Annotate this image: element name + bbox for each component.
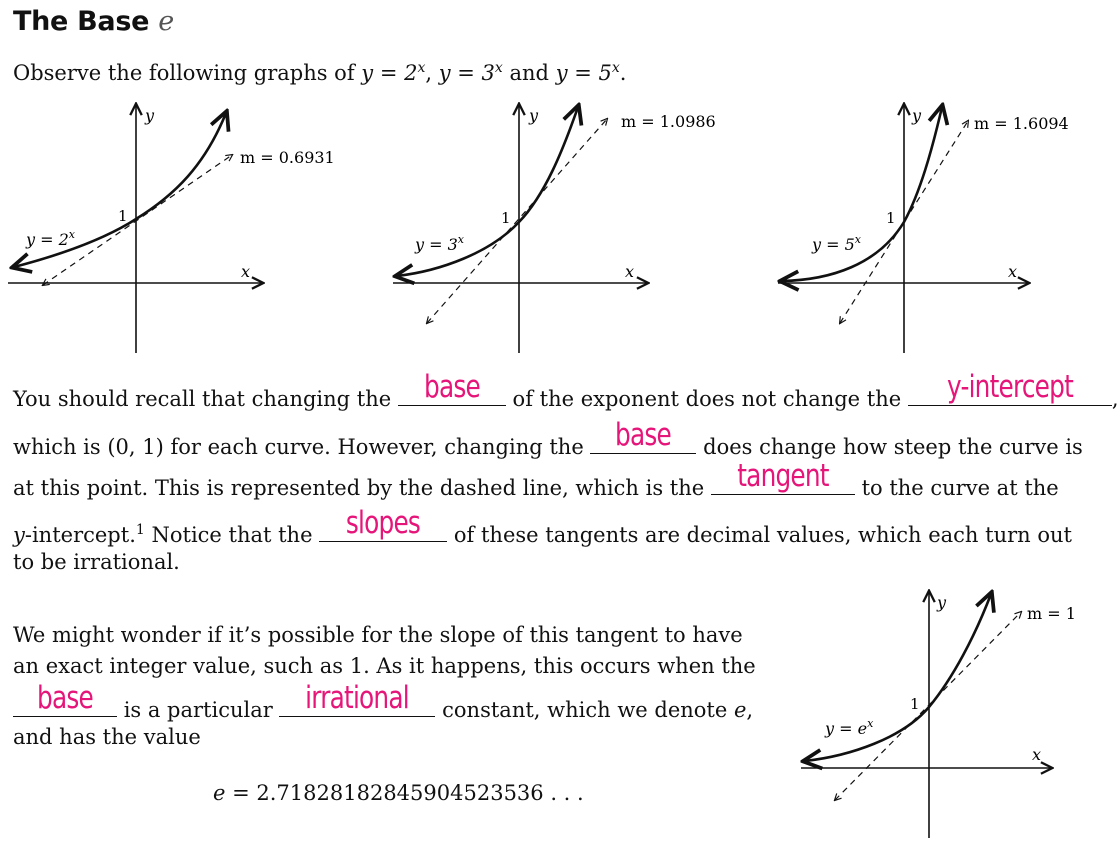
para1-line3: at this point. This is represented by the dashed line, which is the tangent to the curve at the — [13, 458, 1059, 500]
x-axis-label: x — [1008, 262, 1018, 281]
graph-3x — [385, 95, 745, 360]
para1-line5: to be irrational. — [13, 550, 180, 574]
slope-label: m = 1.6094 — [974, 114, 1069, 133]
footnote-marker: 1 — [135, 522, 145, 538]
x-axis-label: x — [625, 262, 635, 281]
title-symbol: e — [158, 6, 174, 37]
tangent-line — [43, 155, 232, 285]
y-axis-label: y — [529, 106, 539, 125]
y-intercept-label: 1 — [501, 209, 511, 227]
para1-line1: You should recall that changing the base of the exponent does not change the y-intercept , — [13, 369, 1119, 411]
curve-5x — [782, 107, 942, 281]
intro-f3: y = 5 — [555, 61, 612, 85]
para1-line4: y-intercept.$^1$ Notice that the slopes of these tangents are decimal values, which each turn out — [13, 505, 1072, 547]
title-main: The Base — [13, 6, 150, 37]
answer-blank-7: irrational — [279, 691, 435, 717]
para1-line2: which is (0, 1) for each curve. However, changing the base does change how steep the curve is — [13, 417, 1083, 459]
tangent-line — [427, 119, 607, 323]
y-intercept-label: 1 — [118, 207, 128, 225]
y-intercept-label: 1 — [910, 695, 920, 713]
intro-prefix: Observe the following graphs of — [13, 61, 355, 85]
para2-line2: an exact integer value, such as 1. As it happens, this occurs when the — [13, 654, 756, 678]
intro-f1: y = 2 — [361, 61, 418, 85]
y-intercept-label: 1 — [886, 209, 896, 227]
intro-f2: y = 3 — [438, 61, 495, 85]
graph-5x — [770, 95, 1110, 360]
x-axis-label: x — [1032, 745, 1042, 764]
para2-line4: and has the value — [13, 725, 201, 749]
curve-label: $y = 2^x$ — [26, 228, 76, 249]
slope-label: m = 0.6931 — [240, 148, 335, 167]
x-axis-label: x — [241, 262, 251, 281]
para2-line1: We might wonder if it’s possible for the slope of this tangent to have — [13, 623, 743, 647]
slope-label: m = 1 — [1027, 604, 1076, 623]
para2-line3: base is a particular irrational constant, which we denote e, — [13, 691, 753, 726]
y-axis-label: y — [912, 106, 922, 125]
answer-blank-3: base — [590, 428, 696, 454]
answer-blank-6: base — [13, 691, 117, 717]
intro-line: Observe the following graphs of $y = 2^x$, $y = 3^x$ and $y = 5^x$. — [13, 60, 627, 85]
answer-blank-5: slopes — [319, 516, 447, 542]
e-value-equation: e = 2.71828182845904523536 . . . — [213, 781, 584, 805]
slope-label: m = 1.0986 — [621, 112, 716, 131]
page-title — [13, 6, 174, 37]
answer-blank-1: base — [398, 380, 506, 406]
curve-label: $y = 3^x$ — [415, 233, 465, 254]
y-axis-label: y — [937, 593, 947, 612]
tangent-line — [835, 612, 1021, 800]
graph-2x — [0, 95, 360, 360]
answer-blank-2: y-intercept — [908, 380, 1112, 406]
curve-label: $y = e^x$ — [825, 717, 874, 738]
answer-blank-4: tangent — [711, 469, 855, 495]
graph-ex — [795, 586, 1107, 841]
y-axis-label: y — [145, 106, 155, 125]
curve-label: $y = 5^x$ — [812, 233, 862, 254]
